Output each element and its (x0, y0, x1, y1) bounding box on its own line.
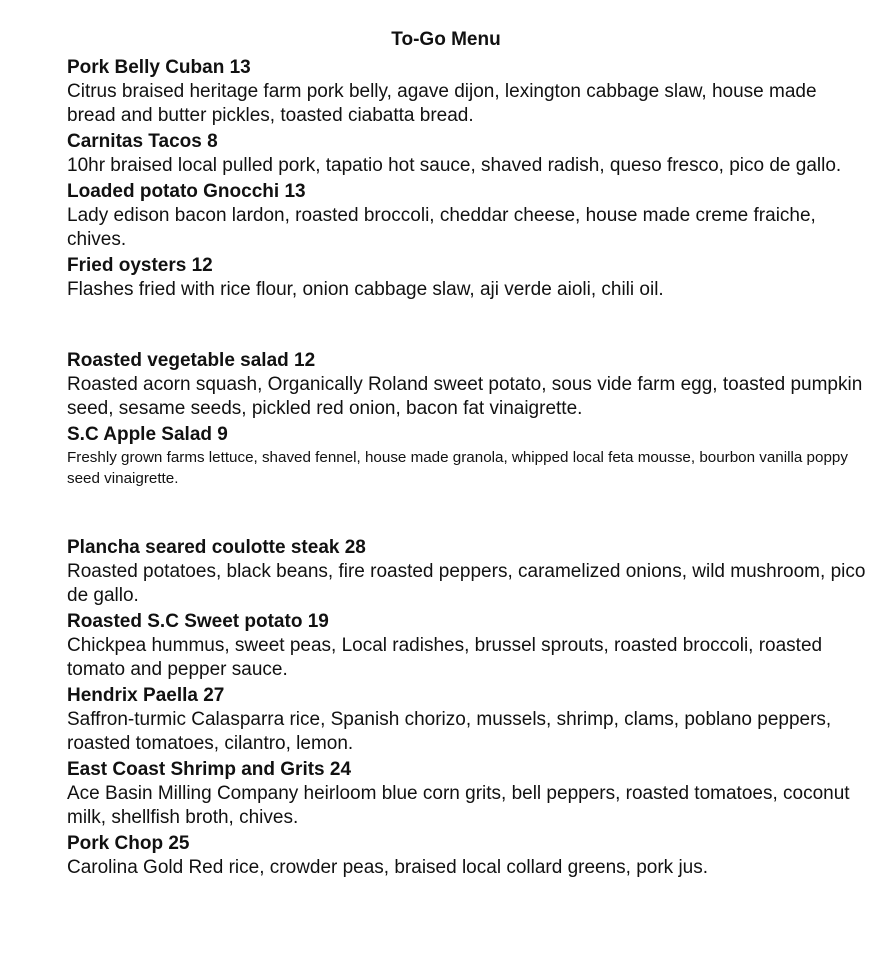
menu-item (67, 129, 867, 178)
menu-item-description: Citrus braised heritage farm pork belly, agave dijon, lexington cabbage slaw, house made bread and butter pickles, toasted ciabatta bread. (67, 81, 817, 126)
menu-item-description: Roasted potatoes, black beans, fire roasted peppers, caramelized onions, wild mushroom, pico de gallo. (67, 561, 866, 606)
menu-item-description: Ace Basin Milling Company heirloom blue corn grits, bell peppers, roasted tomatoes, coconut milk, shellfish broth, chives. (67, 783, 850, 828)
menu-content (67, 55, 867, 881)
menu-item-description: Roasted acorn squash, Organically Roland sweet potato, sous vide farm egg, toasted pumpkin seed, sesame seeds, pickled red onion, bacon fat vinaigrette. (67, 374, 863, 419)
menu-section-entrees (67, 535, 867, 880)
menu-title: To-Go Menu (391, 29, 501, 50)
menu-item-name: S.C Apple Salad 9 (67, 424, 228, 445)
menu-item (67, 683, 867, 756)
menu-item-name: Hendrix Paella 27 (67, 685, 225, 706)
menu-item (67, 179, 867, 252)
menu-item-description: Chickpea hummus, sweet peas, Local radishes, brussel sprouts, roasted broccoli, roasted tomato and pepper sauce. (67, 635, 823, 680)
menu-item (67, 609, 867, 682)
menu-item-name: Pork Chop 25 (67, 833, 190, 854)
menu-item-name: Roasted S.C Sweet potato 19 (67, 611, 329, 632)
menu-item-description: Carolina Gold Red rice, crowder peas, braised local collard greens, pork jus. (67, 857, 709, 878)
menu-item (67, 535, 867, 608)
menu-item (67, 55, 867, 128)
menu-item (67, 831, 867, 880)
menu-item (67, 253, 867, 302)
menu-item (67, 757, 867, 830)
menu-item-name: Plancha seared coulotte steak 28 (67, 537, 366, 558)
menu-item-name: Loaded potato Gnocchi 13 (67, 181, 306, 202)
menu-item (67, 348, 867, 421)
menu-item-description: Saffron-turmic Calasparra rice, Spanish chorizo, mussels, shrimp, clams, poblano peppers, roasted tomatoes, cilantro, lemon. (67, 709, 832, 754)
menu-item-description: Flashes fried with rice flour, onion cabbage slaw, aji verde aioli, chili oil. (67, 279, 664, 300)
menu-item-description: Lady edison bacon lardon, roasted broccoli, cheddar cheese, house made creme fraiche, chives. (67, 205, 816, 250)
menu-item-description: 10hr braised local pulled pork, tapatio hot sauce, shaved radish, queso fresco, pico de gallo. (67, 155, 842, 176)
menu-item-name: Pork Belly Cuban 13 (67, 57, 251, 78)
menu-item-description: Freshly grown farms lettuce, shaved fennel, house made granola, whipped local feta mousse, bourbon vanilla poppy seed vinaigrette. (67, 449, 848, 487)
menu-item-name: Roasted vegetable salad 12 (67, 350, 316, 371)
menu-item-name: Carnitas Tacos 8 (67, 131, 218, 152)
menu-section-starters (67, 55, 867, 302)
menu-item-name: Fried oysters 12 (67, 255, 213, 276)
menu-item (67, 422, 867, 489)
menu-section-salads (67, 348, 867, 489)
menu-item-name: East Coast Shrimp and Grits 24 (67, 759, 352, 780)
